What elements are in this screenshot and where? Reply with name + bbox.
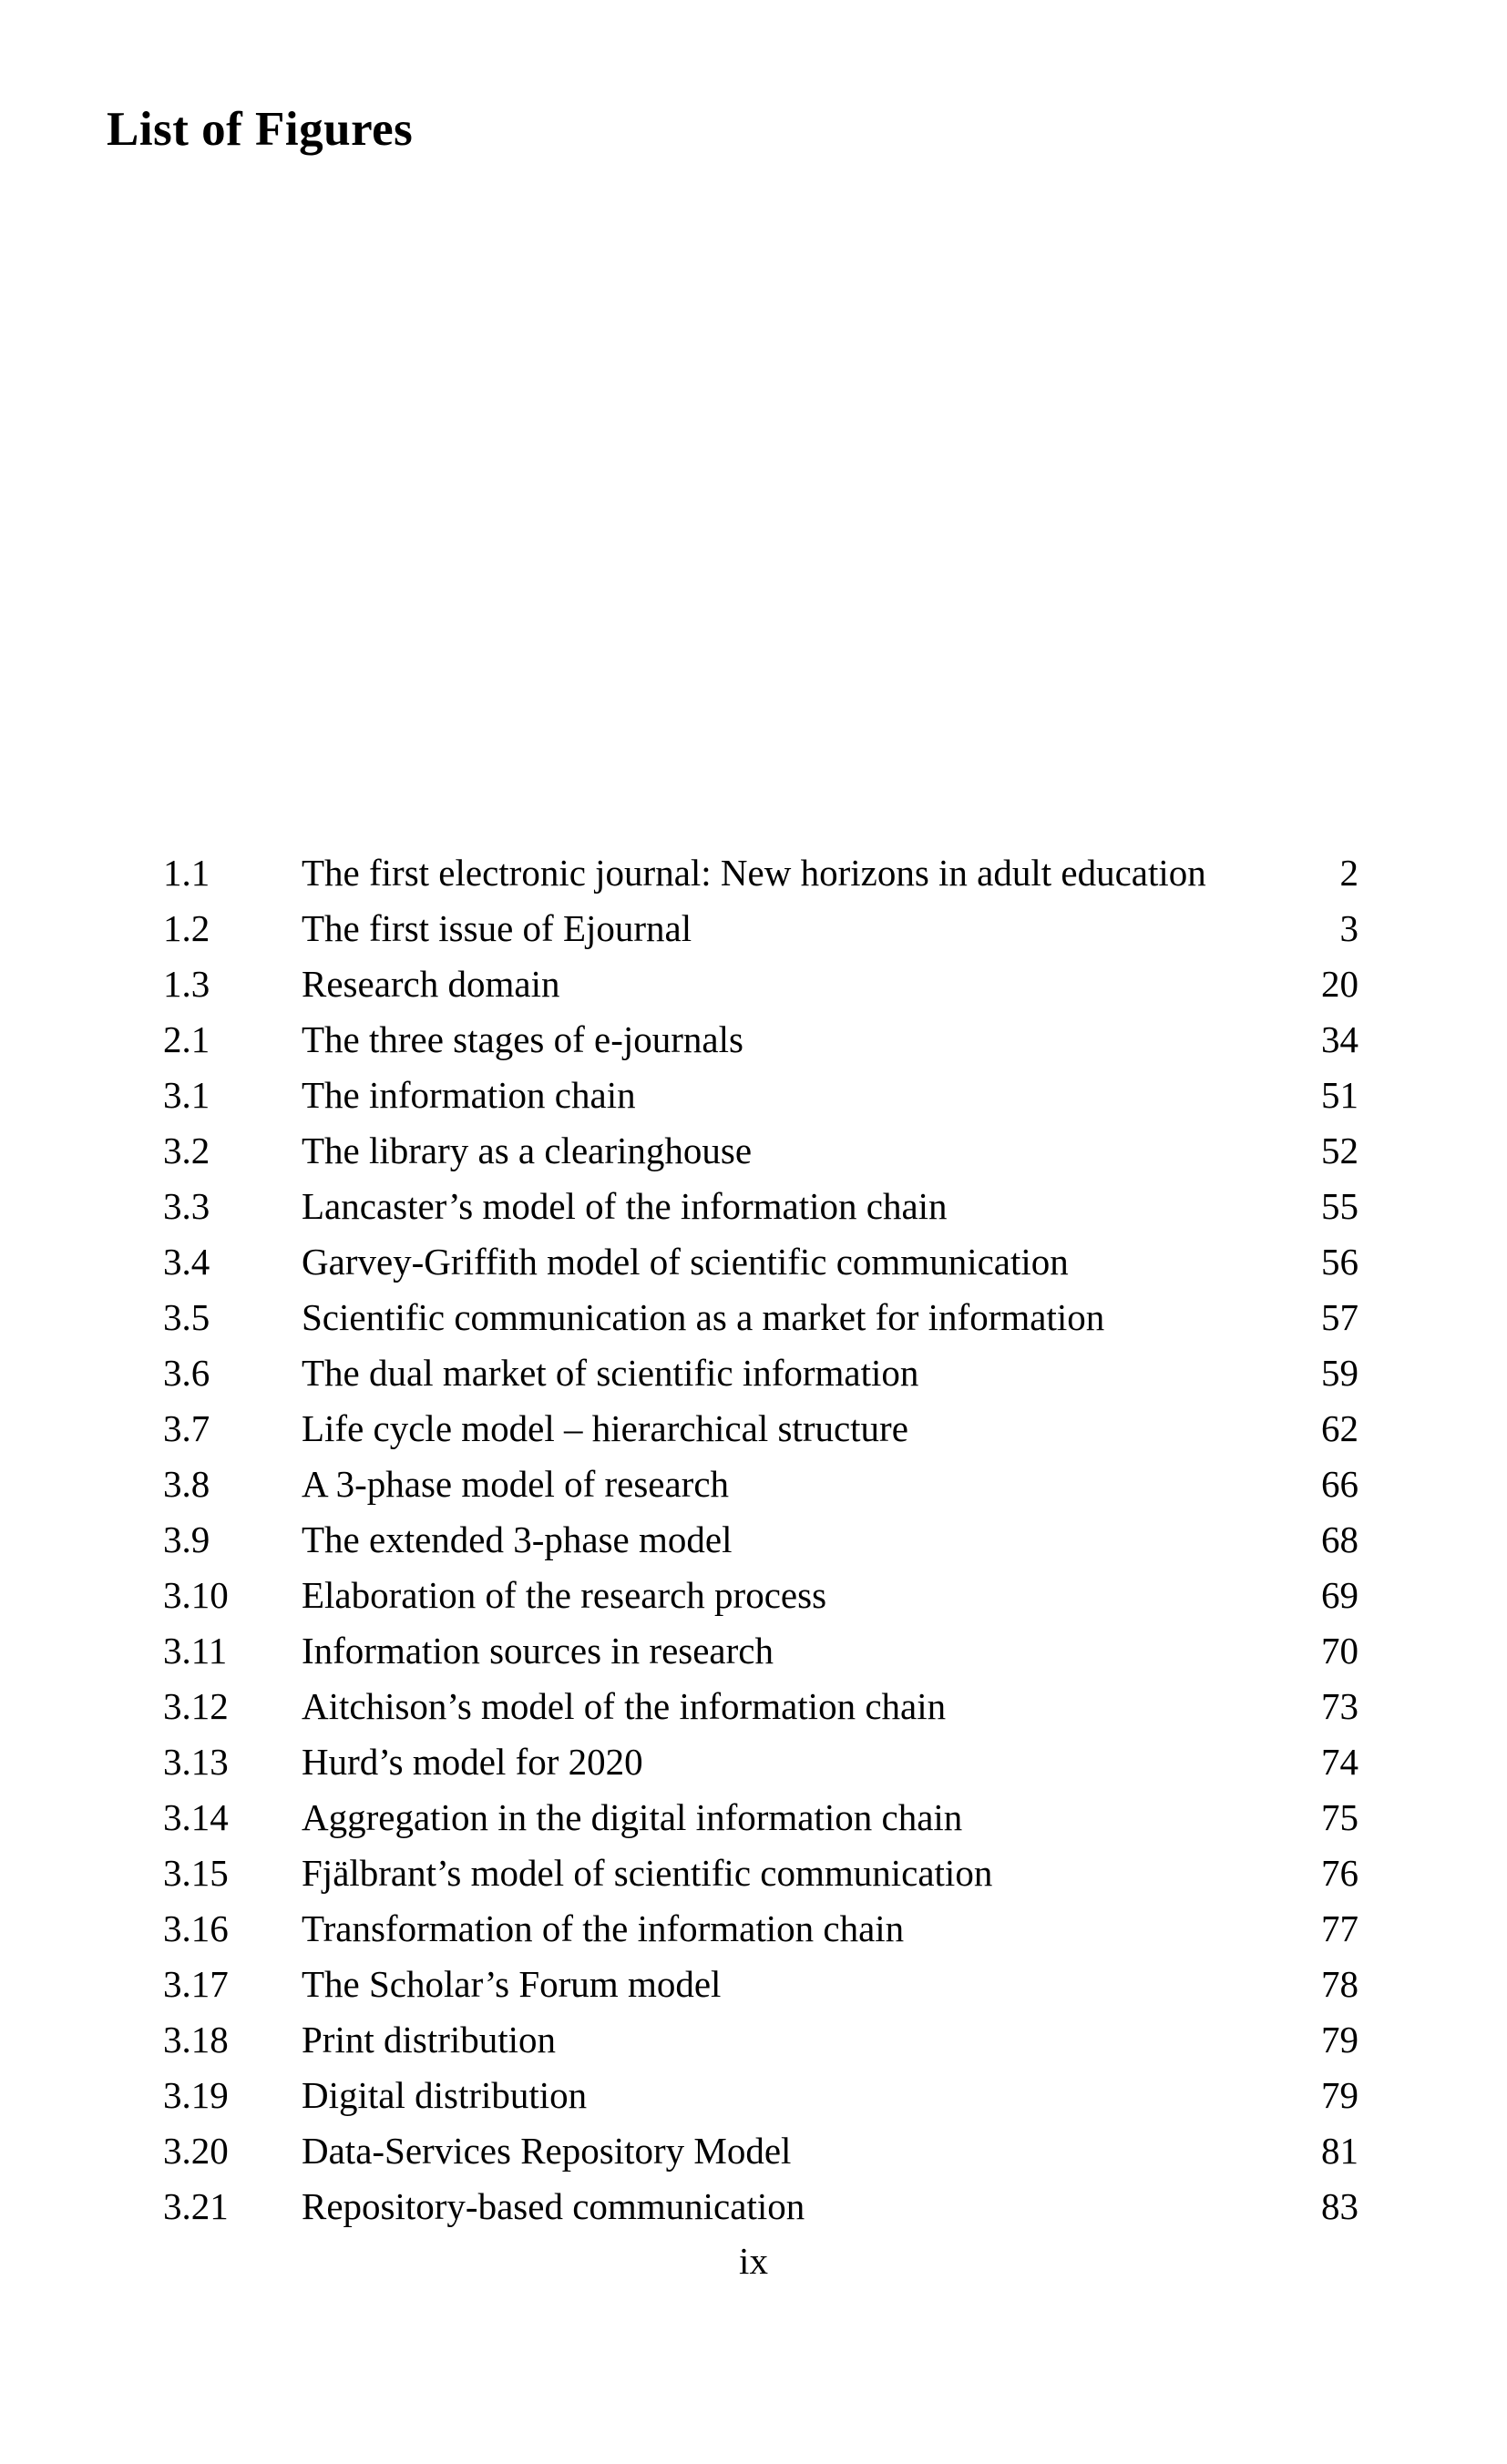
figure-entry [163, 1845, 1358, 1901]
figure-page-number: 83 [1321, 2185, 1358, 2227]
figure-entry [163, 2123, 1358, 2179]
figure-page-number: 77 [1321, 1907, 1358, 1949]
figure-entry [163, 1901, 1358, 1957]
figure-title: Information sources in research [302, 1630, 774, 1672]
figure-entry [163, 2179, 1358, 2234]
figure-number: 3.9 [163, 1518, 210, 1560]
figure-title: Data-Services Repository Model [302, 2130, 792, 2172]
figure-entry [163, 1734, 1358, 1790]
figure-page-number: 59 [1321, 1352, 1358, 1394]
figure-title: The Scholar’s Forum model [302, 1963, 722, 2005]
figure-number: 3.8 [163, 1463, 210, 1505]
figure-number: 3.12 [163, 1685, 229, 1727]
figure-number: 3.7 [163, 1407, 210, 1449]
figure-number: 3.13 [163, 1741, 229, 1783]
figure-title: Aitchison’s model of the information chain [302, 1685, 947, 1727]
figure-number: 3.6 [163, 1352, 210, 1394]
figure-page-number: 56 [1321, 1241, 1358, 1283]
figure-page-number: 55 [1321, 1185, 1358, 1227]
figure-page-number: 69 [1321, 1574, 1358, 1616]
figure-title: Garvey-Griffith model of scientific communication [302, 1241, 1069, 1283]
figure-number: 3.19 [163, 2074, 229, 2116]
figure-title: Scientific communication as a market for information [302, 1296, 1105, 1338]
figure-title: The information chain [302, 1074, 636, 1116]
figure-number: 2.1 [163, 1018, 210, 1060]
figure-entry [163, 1123, 1358, 1179]
page-number: ix [739, 2240, 768, 2282]
figure-entry [163, 2068, 1358, 2123]
figure-entry [163, 1401, 1358, 1457]
figure-page-number: 20 [1321, 963, 1358, 1005]
figure-title: Digital distribution [302, 2074, 588, 2116]
figure-title: A 3-phase model of research [302, 1463, 730, 1505]
figure-entry [163, 1179, 1358, 1234]
figure-page-number: 2 [1339, 852, 1358, 894]
figure-number: 1.2 [163, 907, 210, 949]
figure-entry [163, 1512, 1358, 1568]
figure-page-number: 34 [1321, 1018, 1358, 1060]
figure-entry [163, 956, 1358, 1012]
list-of-figures [163, 845, 1358, 2234]
figure-page-number: 78 [1321, 1963, 1358, 2005]
figure-number: 3.21 [163, 2185, 229, 2227]
figure-entry [163, 901, 1358, 956]
figure-title: The library as a clearinghouse [302, 1130, 753, 1171]
figure-title: The first issue of Ejournal [302, 907, 692, 949]
figure-title: Aggregation in the digital information chain [302, 1796, 963, 1838]
figure-title: Research domain [302, 963, 560, 1005]
figure-page-number: 68 [1321, 1518, 1358, 1560]
figure-title: Life cycle model – hierarchical structure [302, 1407, 908, 1449]
figure-entry [163, 1345, 1358, 1401]
figure-title: The dual market of scientific information [302, 1352, 919, 1394]
page-title: List of Figures [107, 103, 414, 156]
figure-number: 3.5 [163, 1296, 210, 1338]
figure-number: 3.17 [163, 1963, 229, 2005]
figure-number: 3.16 [163, 1907, 229, 1949]
figure-number: 3.1 [163, 1074, 210, 1116]
figure-entry [163, 1457, 1358, 1512]
figure-number: 3.2 [163, 1130, 210, 1171]
figure-page-number: 66 [1321, 1463, 1358, 1505]
figure-title: Elaboration of the research process [302, 1574, 827, 1616]
figure-title: Fjälbrant’s model of scientific communication [302, 1852, 993, 1894]
figure-entry [163, 1012, 1358, 1068]
figure-page-number: 74 [1321, 1741, 1358, 1783]
figure-page-number: 81 [1321, 2130, 1358, 2172]
figure-number: 3.4 [163, 1241, 210, 1283]
figure-page-number: 62 [1321, 1407, 1358, 1449]
figure-title: Transformation of the information chain [302, 1907, 905, 1949]
figure-entry [163, 1290, 1358, 1345]
figure-number: 1.3 [163, 963, 210, 1005]
figure-entry [163, 1790, 1358, 1845]
figure-page-number: 57 [1321, 1296, 1358, 1338]
figure-entry [163, 845, 1358, 901]
figure-page-number: 79 [1321, 2074, 1358, 2116]
figure-number: 1.1 [163, 852, 210, 894]
figure-entry [163, 1234, 1358, 1290]
figure-number: 3.20 [163, 2130, 229, 2172]
figure-number: 3.18 [163, 2019, 229, 2060]
figure-title: Print distribution [302, 2019, 557, 2060]
figure-entry [163, 1068, 1358, 1123]
figure-number: 3.14 [163, 1796, 229, 1838]
figure-title: Lancaster’s model of the information chain [302, 1185, 948, 1227]
figure-page-number: 76 [1321, 1852, 1358, 1894]
figure-entry [163, 2012, 1358, 2068]
figure-page-number: 79 [1321, 2019, 1358, 2060]
figure-number: 3.11 [163, 1630, 228, 1672]
figure-page-number: 73 [1321, 1685, 1358, 1727]
figure-page-number: 3 [1339, 907, 1358, 949]
figure-entry [163, 1957, 1358, 2012]
figure-title: The extended 3-phase model [302, 1518, 733, 1560]
figure-title: The first electronic journal: New horizons in adult education [302, 852, 1206, 894]
figure-number: 3.10 [163, 1574, 229, 1616]
figure-number: 3.15 [163, 1852, 229, 1894]
figure-title: Hurd’s model for 2020 [302, 1741, 643, 1783]
figure-page-number: 51 [1321, 1074, 1358, 1116]
figure-entry [163, 1568, 1358, 1623]
figure-number: 3.3 [163, 1185, 210, 1227]
figure-page-number: 70 [1321, 1630, 1358, 1672]
figure-page-number: 52 [1321, 1130, 1358, 1171]
figure-title: The three stages of e-journals [302, 1018, 743, 1060]
figure-title: Repository-based communication [302, 2185, 805, 2227]
figure-entry [163, 1679, 1358, 1734]
figure-entry [163, 1623, 1358, 1679]
figure-page-number: 75 [1321, 1796, 1358, 1838]
